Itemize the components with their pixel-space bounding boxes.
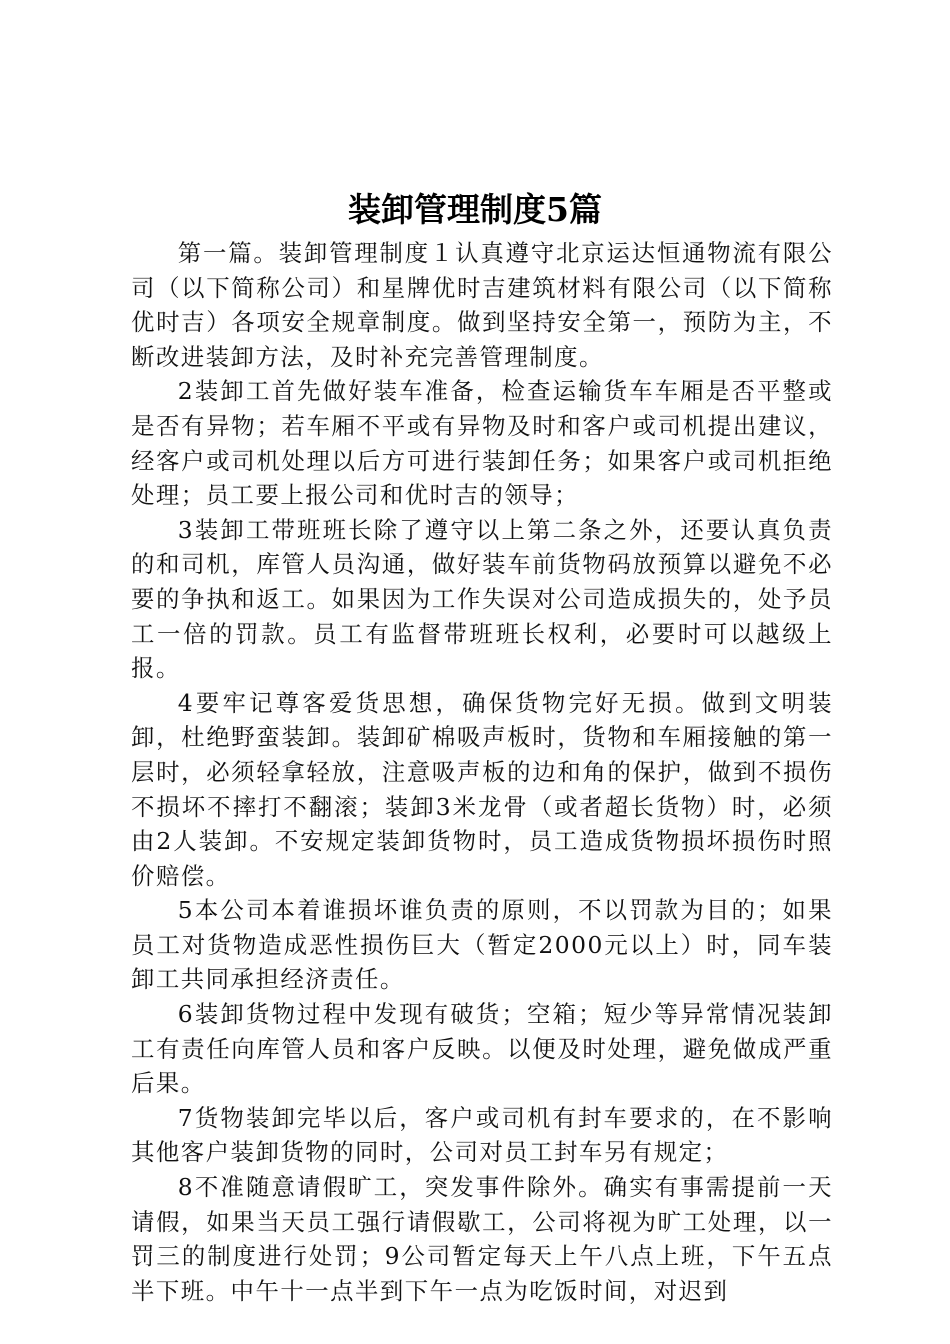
paragraph-1: 第一篇。装卸管理制度１认真遵守北京运达恒通物流有限公司（以下简称公司）和星牌优时吉建筑材料有限公司（以下简称优时吉）各项安全规章制度。做到坚持安全第一，预防为主，不断改进装卸方法，及时补充完善管理制度。 — [131, 239, 833, 371]
paragraph-6: 6装卸货物过程中发现有破货；空箱；短少等异常情况装卸工有责任向库管人员和客户反映。以便及时处理，避免做成严重后果。 — [131, 1000, 833, 1098]
paragraph-2: 2装卸工首先做好装车准备，检查运输货车车厢是否平整或是否有异物；若车厢不平或有异物及时和客户或司机提出建议，经客户或司机处理以后方可进行装卸任务；如果客户或司机拒绝处理；员工要上报公司和优时吉的领导； — [131, 377, 833, 510]
paragraph-4: 4要牢记尊客爱货思想，确保货物完好无损。做到文明装卸，杜绝野蛮装卸。装卸矿棉吸声板时，货物和车厢接触的第一层时，必须轻拿轻放，注意吸声板的边和角的保护，做到不损伤不损坏不摔打不翻滚；装卸3米龙骨（或者超长货物）时，必须由2人装卸。不安规定装卸货物时，员工造成货物损坏损伤时照价赔偿。 — [131, 688, 833, 890]
paragraph-7: 7货物装卸完毕以后，客户或司机有封车要求的，在不影响其他客户装卸货物的同时，公司对员工封车另有规定； — [131, 1103, 833, 1167]
paragraph-8: 8不准随意请假旷工，突发事件除外。确实有事需提前一天请假，如果当天员工强行请假歇工，公司将视为旷工处理，以一罚三的制度进行处罚；9公司暂定每天上午八点上班，下午五点半下班。中午十一点半到下午一点为吃饭时间，对迟到 — [131, 1173, 833, 1305]
paragraph-3: 3装卸工带班班长除了遵守以上第二条之外，还要认真负责的和司机，库管人员沟通，做好装车前货物码放预算以避免不必要的争执和返工。如果因为工作失误对公司造成损失的，处予员工一倍的罚款。员工有监督带班班长权利，必要时可以越级上报。 — [131, 515, 833, 683]
document-body — [131, 236, 833, 1308]
document-title: 装卸管理制度5篇 — [348, 190, 602, 229]
paragraph-5: 5本公司本着谁损坏谁负责的原则，不以罚款为目的；如果员工对货物造成恶性损伤巨大（暂定2000元以上）时，同车装卸工共同承担经济责任。 — [131, 896, 833, 994]
